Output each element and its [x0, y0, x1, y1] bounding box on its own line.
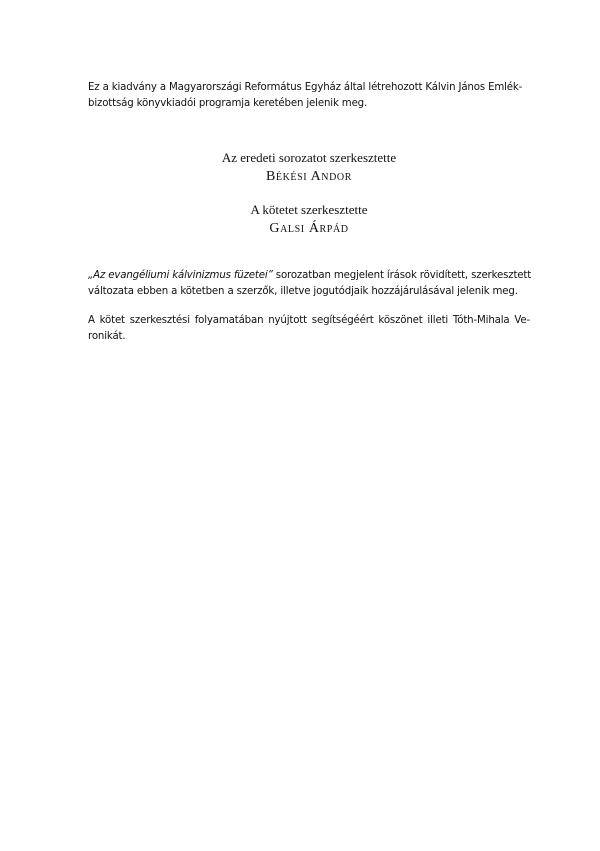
volume-editor-name: Galsi Árpád: [269, 221, 349, 236]
acknowledgement: [88, 313, 530, 345]
publication-notice: [88, 80, 528, 112]
publication-notice-line-1: Ez a kiadvány a Magyarországi Református Egyház által létrehozott Kálvin János Emlék-: [88, 82, 523, 93]
series-note-line-1-rest: sorozatban megjelent írások rövidített, szerkesztett: [272, 270, 532, 281]
series-note-line-1: [88, 268, 530, 284]
series-note-line-2: változata ebben a kötetben a szerzők, illetve jogutódjaik hozzájárulásával jelenik meg.: [88, 286, 518, 297]
series-note: [88, 268, 530, 300]
acknowledgement-line-2: ronikát.: [88, 331, 126, 342]
volume-editor-credit: [88, 200, 530, 238]
series-editor-name: Békési Andor: [265, 169, 353, 184]
volume-editor-role: A kötetet szerkesztette: [250, 202, 368, 217]
series-editor-credit: [88, 148, 530, 186]
series-title: „Az evangéliumi kálvinizmus füzetei”: [88, 270, 273, 281]
acknowledgement-line-1: A kötet szerkesztési folyamatában nyújtott segítségéért köszönet illeti Tóth-Mihala Ve-: [88, 315, 530, 326]
series-editor-role: Az eredeti sorozatot szerkesztette: [221, 150, 397, 165]
publication-notice-line-2: bizottság könyvkiadói programja keretében jelenik meg.: [88, 98, 368, 109]
